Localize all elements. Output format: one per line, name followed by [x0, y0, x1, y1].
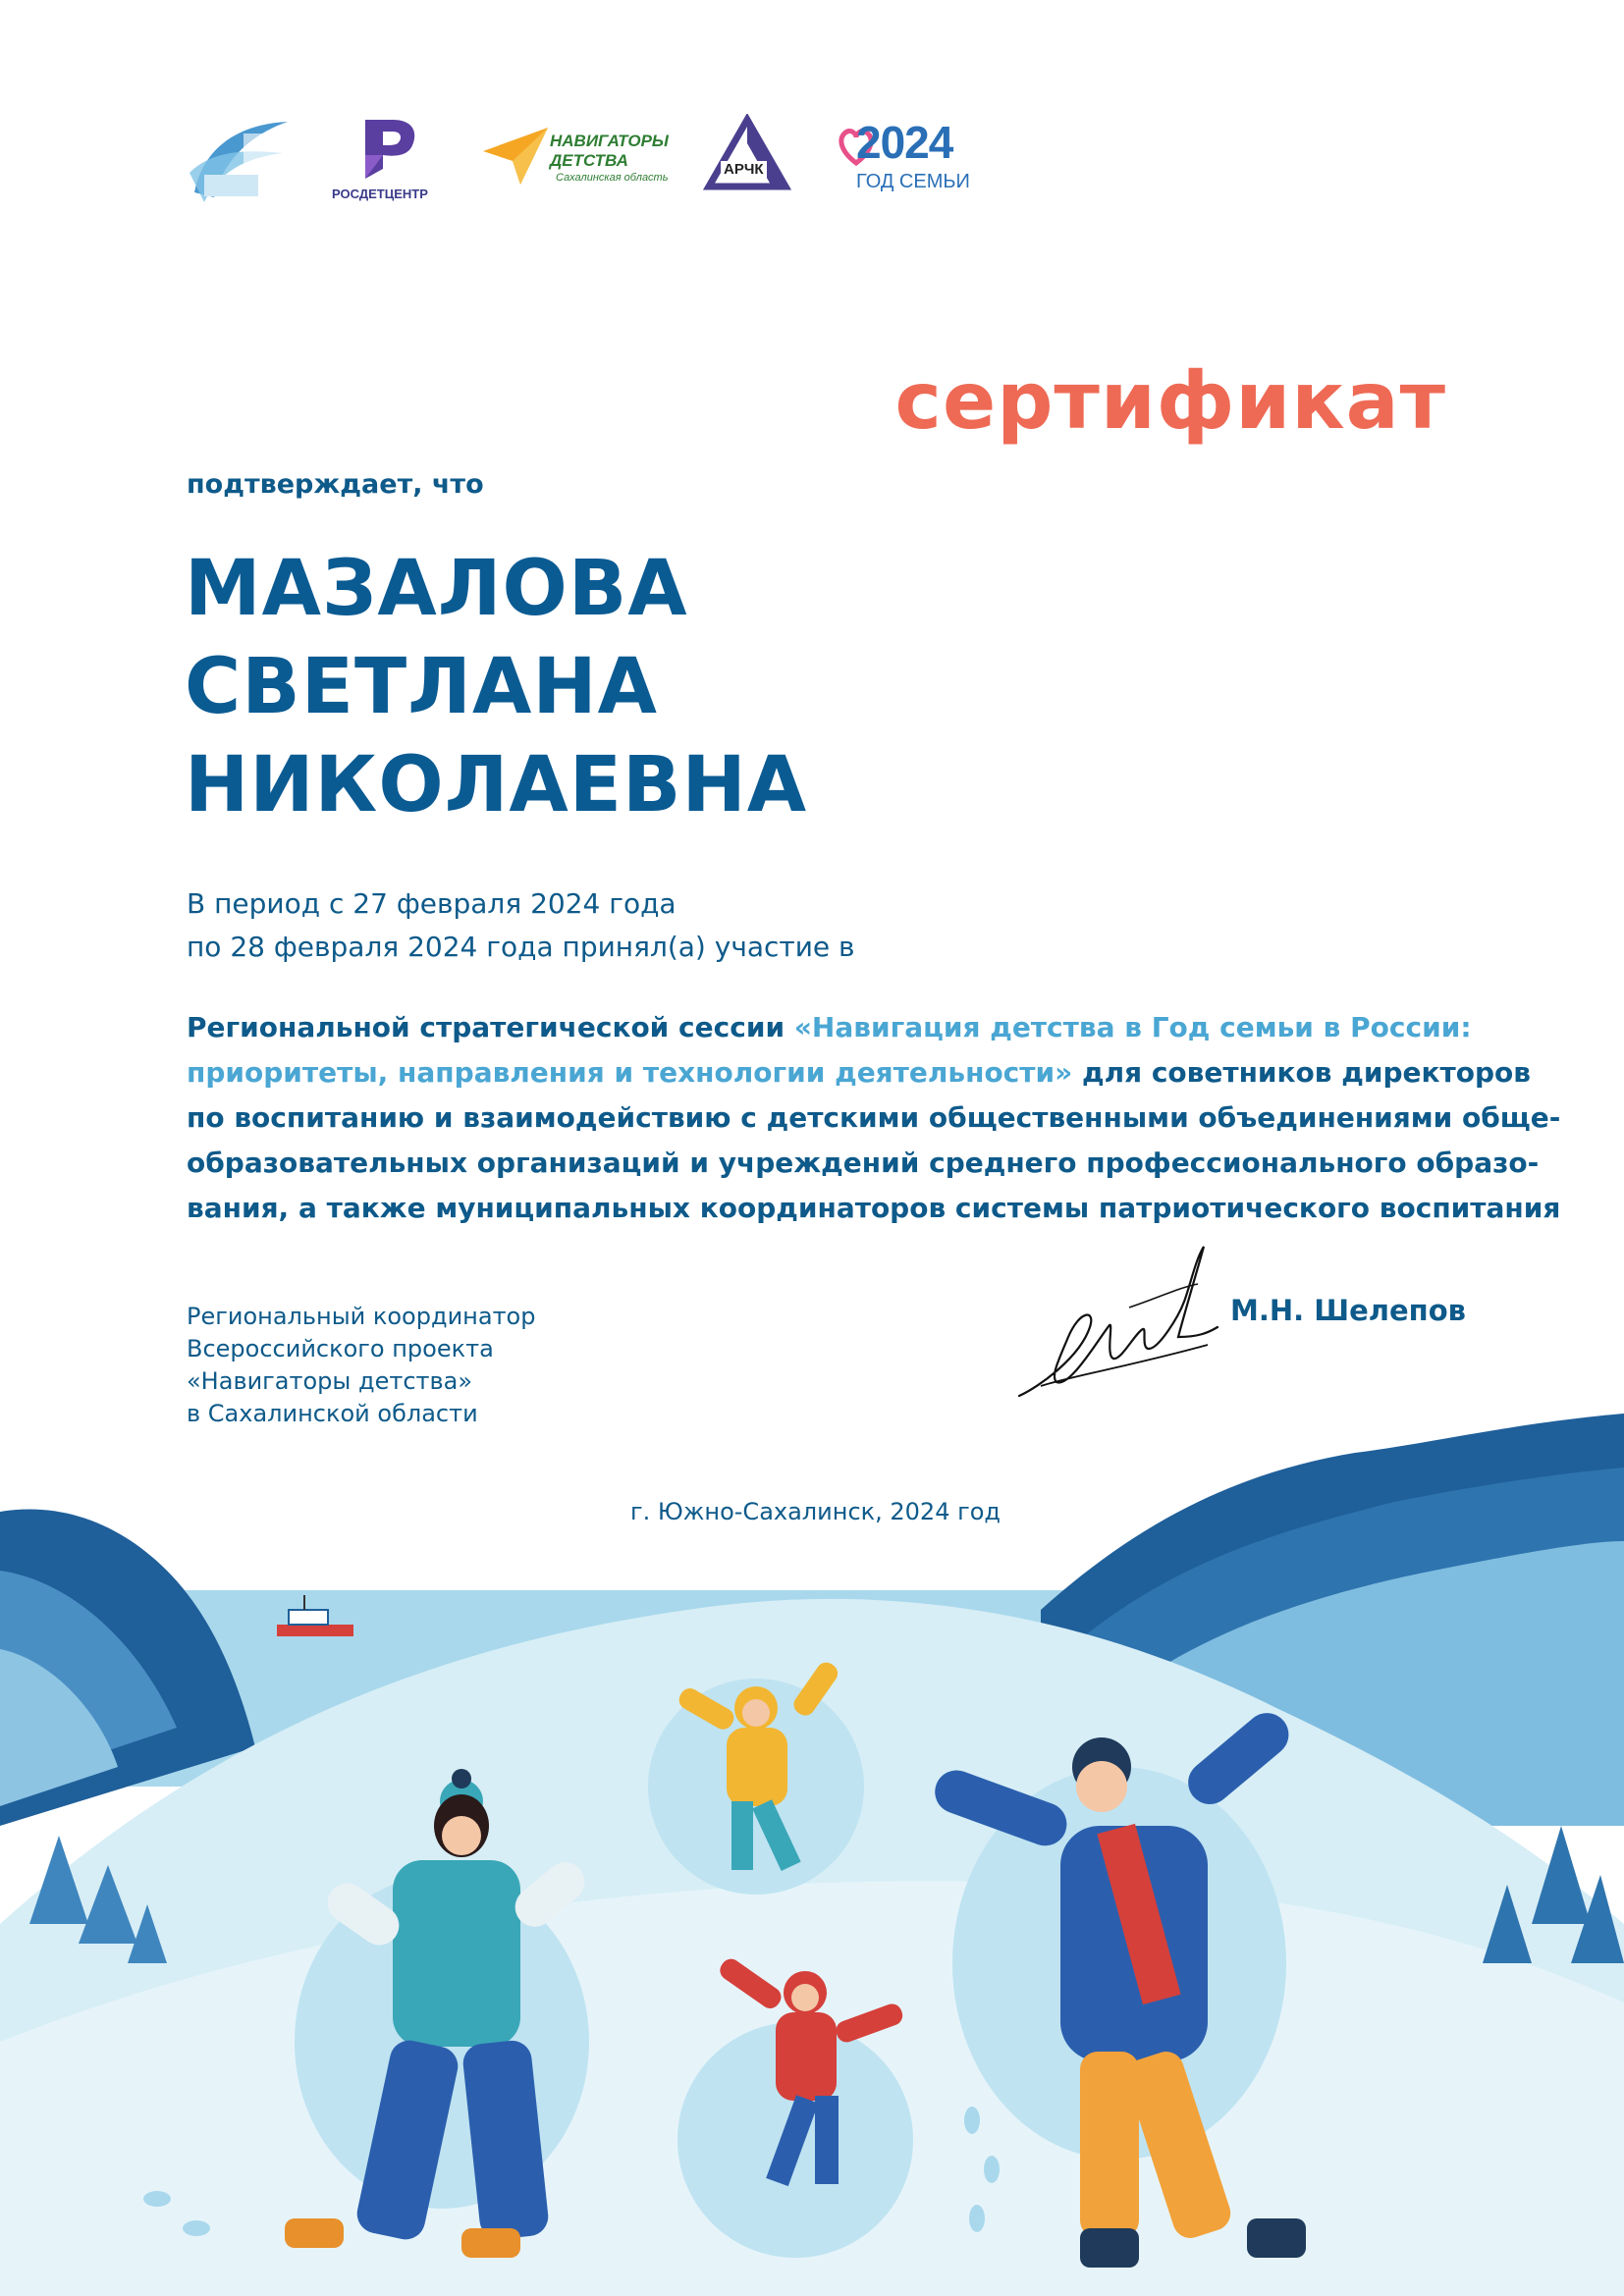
event-title-line-2: приоритеты, направления и технологии деятельности»	[187, 1056, 1073, 1089]
navigators-title-line2: ДЕТСТВА	[550, 151, 628, 170]
coordinator-line-2: Всероссийского проекта	[187, 1335, 494, 1362]
session-description	[187, 1005, 1561, 1231]
city-year: г. Южно-Сахалинск, 2024 год	[630, 1498, 1001, 1525]
archk-triangle-icon	[703, 114, 791, 200]
name-line-surname: МАЗАЛОВА	[185, 545, 688, 633]
confirms-label: подтверждает, что	[187, 469, 484, 500]
year-number: 2024	[856, 117, 953, 168]
session-prefix: Региональной стратегической сессии	[187, 1011, 794, 1043]
rosdetcenter-label: РОСДЕТЦЕНТР	[332, 187, 428, 201]
partner-logos	[185, 110, 970, 218]
institute-logo	[185, 114, 293, 208]
name-line-patronymic: НИКОЛАЕВНА	[185, 741, 808, 829]
rosdetcenter-logo-mark	[353, 116, 422, 181]
certificate-title: сертификат	[894, 355, 1446, 447]
session-line-4: образовательных организаций и учреждений среднего профессионального образо-	[187, 1147, 1540, 1179]
coordinator-line-3: «Навигаторы детства»	[187, 1367, 473, 1395]
signature	[1011, 1239, 1227, 1415]
session-line-5: вания, а также муниципальных координаторов системы патриотического воспитания	[187, 1192, 1561, 1224]
year-caption: ГОД СЕМЬИ	[856, 171, 970, 192]
event-title-line-1: «Навигация детства в Год семьи в России:	[793, 1011, 1472, 1043]
signer-name: М.Н. Шелепов	[1230, 1294, 1466, 1327]
session-line-2-rest: для советников директоров	[1072, 1056, 1531, 1089]
archk-label: АРЧК	[721, 161, 767, 178]
name-line-first-name: СВЕТЛАНА	[185, 643, 658, 731]
period-line-1: В период с 27 февраля 2024 года	[187, 887, 677, 920]
coordinator-line-1: Региональный координатор	[187, 1303, 536, 1330]
navigators-region: Сахалинская область	[556, 172, 669, 184]
period-line-2: по 28 февраля 2024 года принял(а) участие в	[187, 931, 855, 963]
winter-illustration	[0, 1414, 1624, 2296]
coordinator-line-4: в Сахалинской области	[187, 1400, 478, 1427]
paper-plane-icon	[481, 122, 550, 190]
navigators-title-line1: НАВИГАТОРЫ	[550, 132, 669, 150]
session-line-3: по воспитанию и взаимодействию с детскими общественными объединениями обще-	[187, 1101, 1561, 1134]
